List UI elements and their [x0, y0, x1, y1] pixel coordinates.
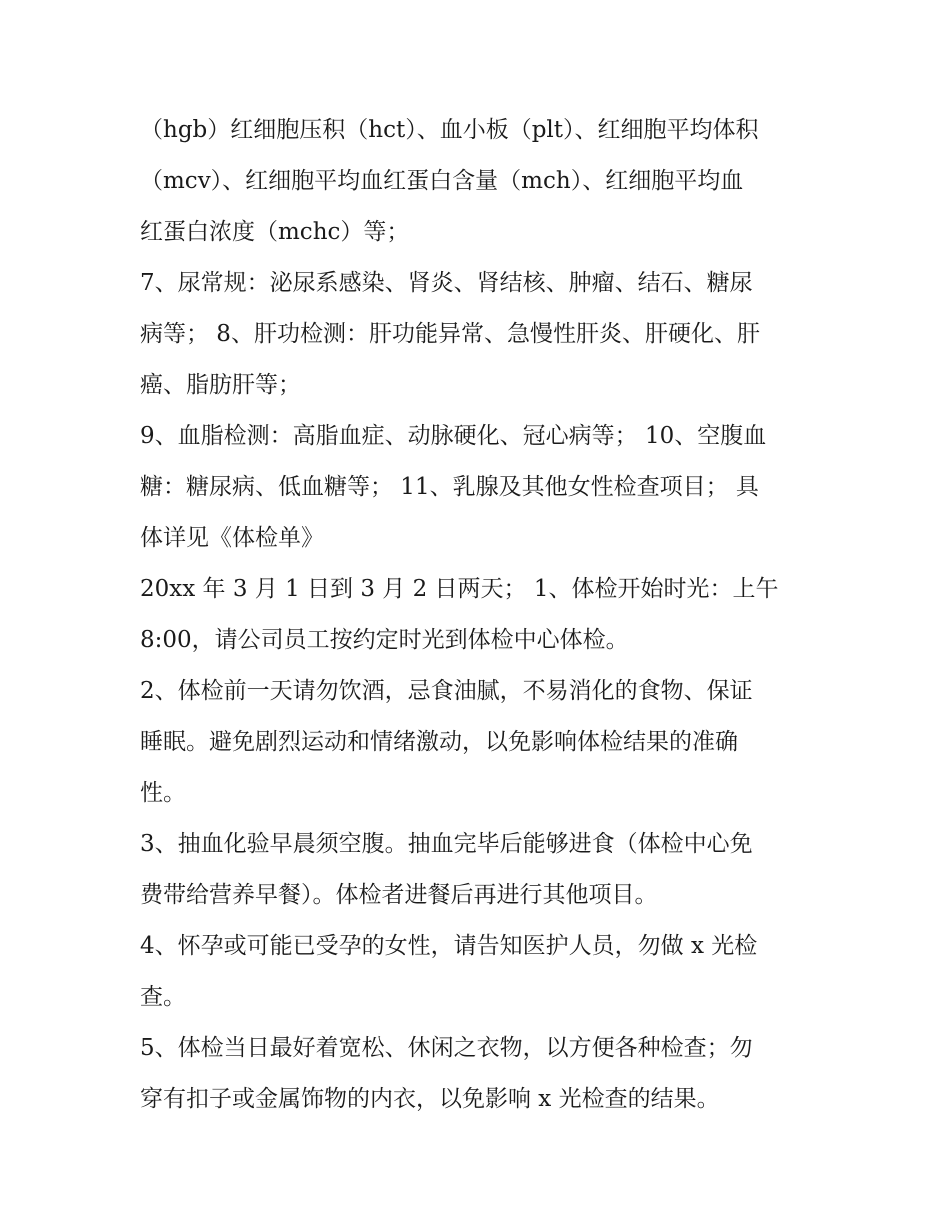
text-line: 性。	[140, 780, 186, 806]
text-line: 病等； 8、肝功检测：肝功能异常、急慢性肝炎、肝硬化、肝	[140, 321, 760, 347]
paragraph-notice-2	[140, 666, 820, 819]
text-line: 糖：糖尿病、低血糖等； 11、乳腺及其他女性检查项目； 具	[140, 474, 759, 500]
text-line: 5、体检当日最好着宽松、休闲之衣物，以方便各种检查；勿	[140, 1035, 753, 1061]
text-line: 查。	[140, 984, 186, 1010]
text-line: 费带给营养早餐）。体检者进餐后再进行其他项目。	[140, 882, 658, 908]
paragraph-blood-routine-cont	[140, 105, 820, 258]
text-line: 4、怀孕或可能已受孕的女性，请告知医护人员，勿做 x 光检	[140, 933, 758, 959]
paragraph-notice-5	[140, 1023, 820, 1125]
text-line: 3、抽血化验早晨须空腹。抽血完毕后能够进食（体检中心免	[140, 831, 753, 857]
text-line: 癌、脂肪肝等；	[140, 372, 301, 398]
text-line: 体详见《体检单》	[140, 525, 324, 551]
text-line: 红蛋白浓度（mchc）等；	[140, 219, 410, 245]
text-line: 2、体检前一天请勿饮酒，忌食油腻，不易消化的食物、保证	[140, 678, 753, 704]
text-line: 20xx 年 3 月 1 日到 3 月 2 日两天； 1、体检开始时光：上午	[140, 576, 779, 602]
text-line: 穿有扣子或金属饰物的内衣，以免影响 x 光检查的结果。	[140, 1086, 720, 1112]
text-line: 睡眠。避免剧烈运动和情绪激动，以免影响体检结果的准确	[140, 729, 738, 755]
text-line: （mcv）、红细胞平均血红蛋白含量（mch）、红细胞平均血	[140, 168, 744, 194]
text-line: 9、血脂检测：高脂血症、动脉硬化、冠心病等； 10、空腹血	[140, 423, 767, 449]
paragraph-notice-4	[140, 921, 820, 1023]
text-line: 7、尿常规：泌尿系感染、肾炎、肾结核、肿瘤、结石、糖尿	[140, 270, 753, 296]
paragraph-schedule	[140, 564, 820, 666]
text-line: 8:00，请公司员工按约定时光到体检中心体检。	[140, 627, 629, 653]
paragraph-notice-3	[140, 819, 820, 921]
paragraph-lipid-glucose	[140, 411, 820, 564]
paragraph-urine-liver	[140, 258, 820, 411]
document-body	[140, 105, 820, 1125]
text-line: （hgb）红细胞压积（hct）、血小板（plt）、红细胞平均体积	[140, 117, 759, 143]
